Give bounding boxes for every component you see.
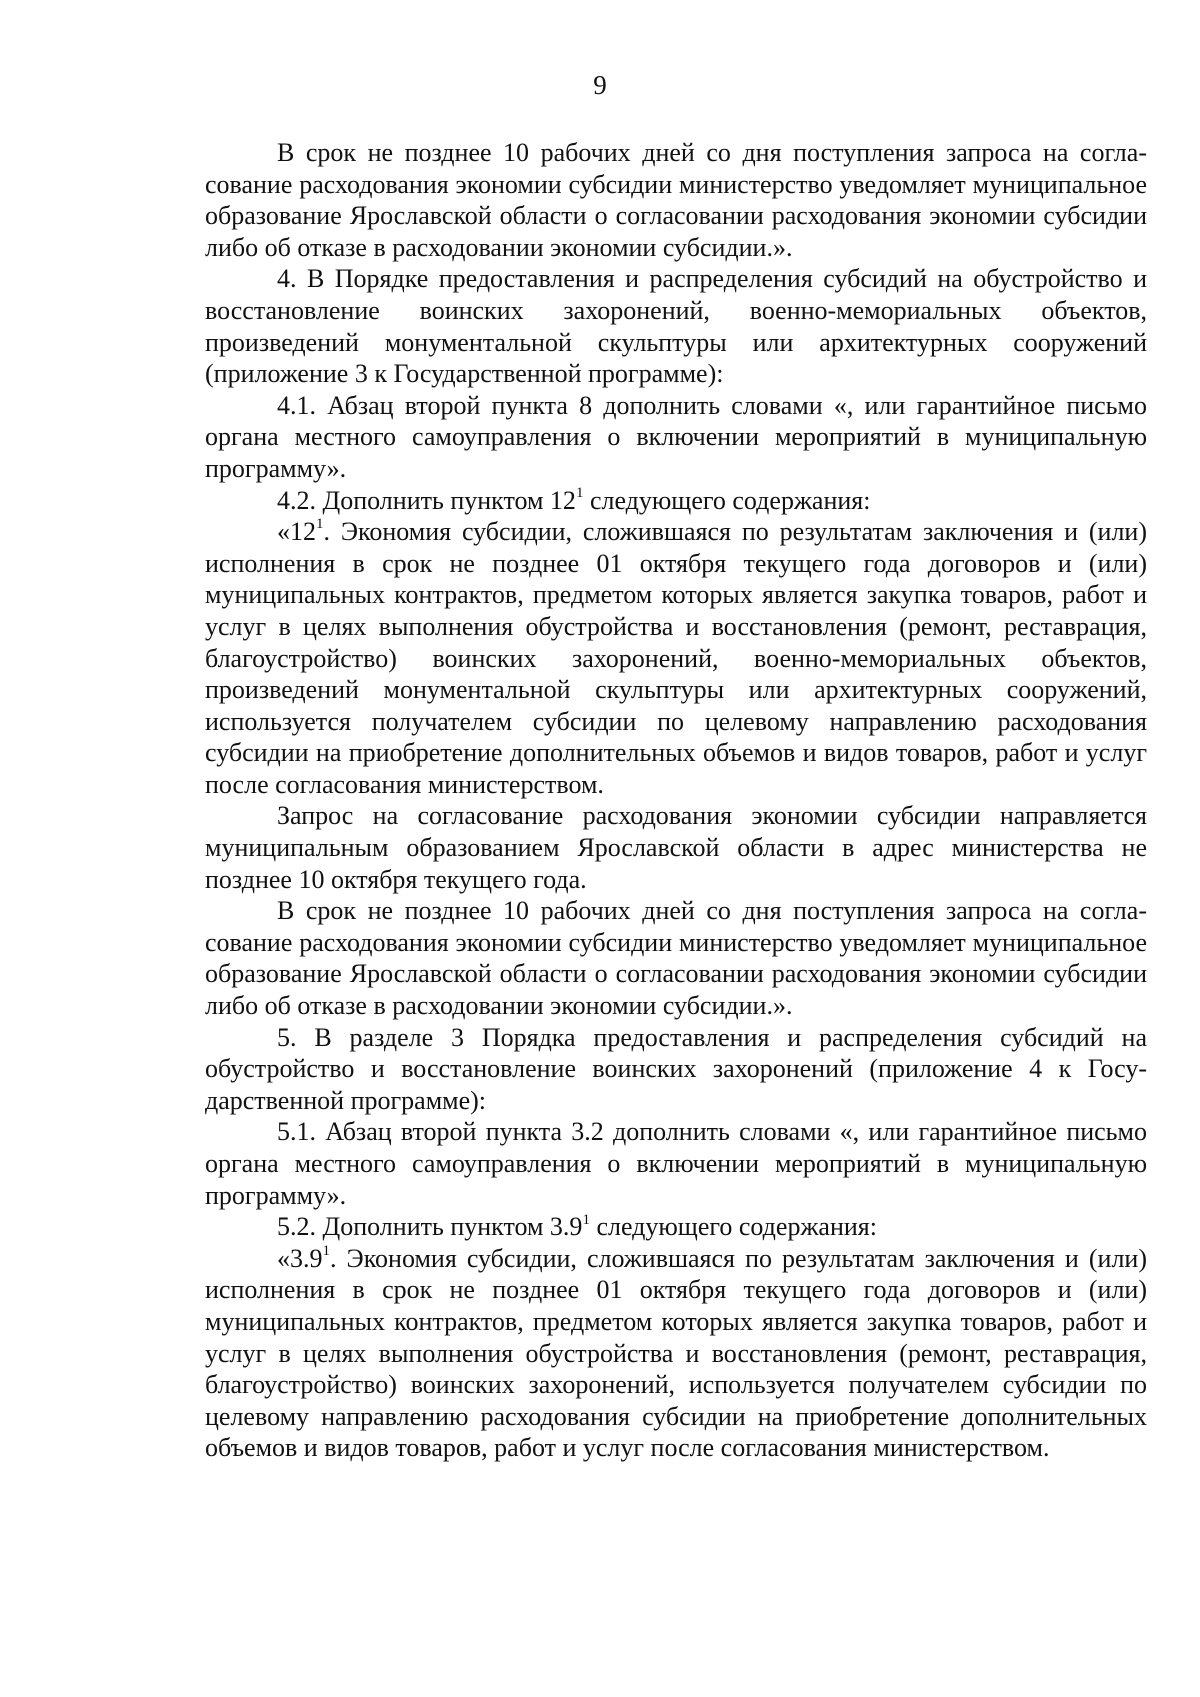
paragraph (205, 485, 1147, 517)
paragraph (205, 800, 1147, 895)
paragraph-text: «3.9 (277, 1243, 323, 1273)
paragraph-text: 5.1. Абзац второй пункта 3.2 дополнить словами «, или гарантийное письмо органа местного самоуправления о включении мероприятий в муниципальную программу». (205, 1117, 1147, 1210)
superscript: 1 (322, 1243, 330, 1260)
paragraph-text: В срок не позднее 10 рабочих дней со дня поступления запроса на согласование расходования экономии субсидии министерство уведомляет муниципальное образование Ярославской области о согласовании расходования экономии субсидии либо об отказе в расходовании экономии субсидии.». (205, 896, 1147, 1021)
paragraph (205, 137, 1147, 263)
paragraph (205, 263, 1147, 389)
paragraph-text: . Экономия субсидии, сложившаяся по результатам заключения и (или) исполнения в срок не позднее 01 октября текущего года договоров и (или) муниципальных контрактов, предметом которых является закупка товаров, работ и услуг в целях выполнения обустройства и восстановления (ремонт, реставрация, благоустройство) воинских захоронений, военно-мемориальных объектов, произведений монументальной скульптуры или архитектурных сооружений, используется получателем субсидии по целевому направлению расходования субсидии на приобретение дополнительных объемов и видов товаров, работ и услуг после согласования министерством. (205, 517, 1147, 799)
paragraph (205, 516, 1147, 800)
paragraph-text: В срок не позднее 10 рабочих дней со дня поступления запроса на согласование расходования экономии субсидии министерство уведомляет муниципальное образование Ярославской области о согласовании расходования экономии субсидии либо об отказе в расходовании экономии субсидии.». (205, 138, 1147, 262)
document-body (205, 137, 1147, 1464)
superscript: 1 (575, 484, 584, 501)
superscript: 1 (316, 516, 324, 533)
paragraph (205, 390, 1147, 485)
paragraph-text: Запрос на согласование расходования экономии субсидии направляется муниципальным образованием Ярославской области в адрес министерства не позднее 10 октября текущего года. (205, 801, 1147, 894)
paragraph (205, 1243, 1147, 1464)
paragraph-text: 4.1. Абзац второй пункта 8 дополнить словами «, или гарантийное письмо органа местного самоуправления о включении мероприятий в муниципальную программу». (205, 390, 1147, 483)
paragraph-text: 5. В разделе 3 Порядка предоставления и распределения субсидий на обустройство и восстановление воинских захоронений (приложение 4 к Государственной программе): (205, 1022, 1147, 1115)
paragraph-text: следующего содержания: (589, 1212, 877, 1242)
paragraph-text: 4.2. Дополнить пунктом 12 (277, 485, 576, 515)
paragraph-text: следующего содержания: (583, 485, 871, 515)
paragraph (205, 1211, 1147, 1243)
superscript: 1 (582, 1211, 590, 1228)
paragraph-text: 5.2. Дополнить пунктом 3.9 (277, 1212, 583, 1242)
paragraph (205, 895, 1147, 1021)
page-number: 9 (593, 70, 607, 100)
paragraph-text: «12 (277, 517, 316, 547)
paragraph-text: . Экономия субсидии, сложившаяся по результатам заключения и (или) исполнения в срок не позднее 01 октября текущего года договоров и (или) муниципальных контрактов, предметом которых является закупка товаров, работ и услуг в целях выполнения обустройства и восстановления (ремонт, реставрация, благоустройство) воинских захоронений, используется получателем субсидии по целевому направлению расходования субсидии на приобретение дополнительных объемов и видов товаров, работ и услуг после согласования министерством. (205, 1243, 1147, 1463)
paragraph (205, 1116, 1147, 1211)
paragraph-text: 4. В Порядке предоставления и распределения субсидий на обустройство и восстановление воинских захоронений, военно-мемориальных объектов, произведений монументальной скульптуры или архитектурных сооружений (приложение 3 к Государственной программе): (205, 264, 1147, 389)
paragraph (205, 1022, 1147, 1117)
